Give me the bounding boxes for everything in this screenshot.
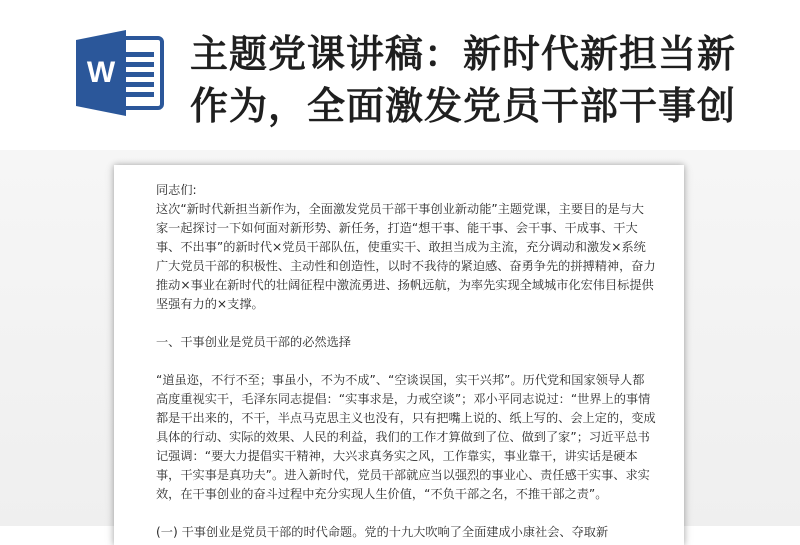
- header: [0, 0, 800, 150]
- word-icon: [74, 30, 166, 116]
- intro-paragraph: 这次“新时代新担当新作为，全面激发党员干部干事创业新动能”主题党课，主要目的是与大家一起探讨一下如何面对新形势、新任务，打造“想干事、能干事、会干事、干成事、干大事、不出事”的新时代×党员干部队伍，使重实干、敢担当成为主流，充分调动和激发×系统广大党员干部的积极性、主动性和创造性，以时不我待的紧迫感、奋勇争先的拼搏精神，奋力推动×事业在新时代的壮阔征程中激流勇进、扬帆远航，为率先实现全域城市化宏伟目标提供坚强有力的×支撑。: [156, 202, 656, 311]
- page-title: 主题党课讲稿：新时代新担当新作为，全面激发党员干部干事创: [190, 32, 737, 128]
- document-page: [114, 165, 684, 545]
- subsection-1-paragraph: (一) 干事创业是党员干部的时代命题。党的十九大吹响了全面建成小康社会、夺取新: [156, 525, 609, 539]
- section-1-heading: 一、干事创业是党员干部的必然选择: [156, 335, 351, 349]
- section-1-paragraph: “道虽迩，不行不至；事虽小，不为不成”、“空谈误国，实干兴邦”。历代党和国家领导人都高度重视实干，毛泽东同志提倡：“实事求是，力戒空谈”；邓小平同志说过：“世界上的事情都是干出来的，不干，半点马克思主义也没有，只有把嘴上说的、纸上写的、会上定的，变成具体的行动、实际的效果、人民的利益，我们的工作才算做到了位、做到了家”；习近平总书记强调：“要大力提倡实干精神，大兴求真务实之风，工作靠实，事业靠干，讲实话是硬本事，干实事是真功夫”。进入新时代，党员干部就应当以强烈的事业心、责任感干实事、求实效，在干事创业的奋斗过程中充分实现人生价值，“不负干部之名，不推干部之责”。: [156, 373, 656, 501]
- word-icon-letter: W: [86, 56, 116, 89]
- salutation: 同志们:: [156, 183, 197, 197]
- document-body: [156, 181, 656, 542]
